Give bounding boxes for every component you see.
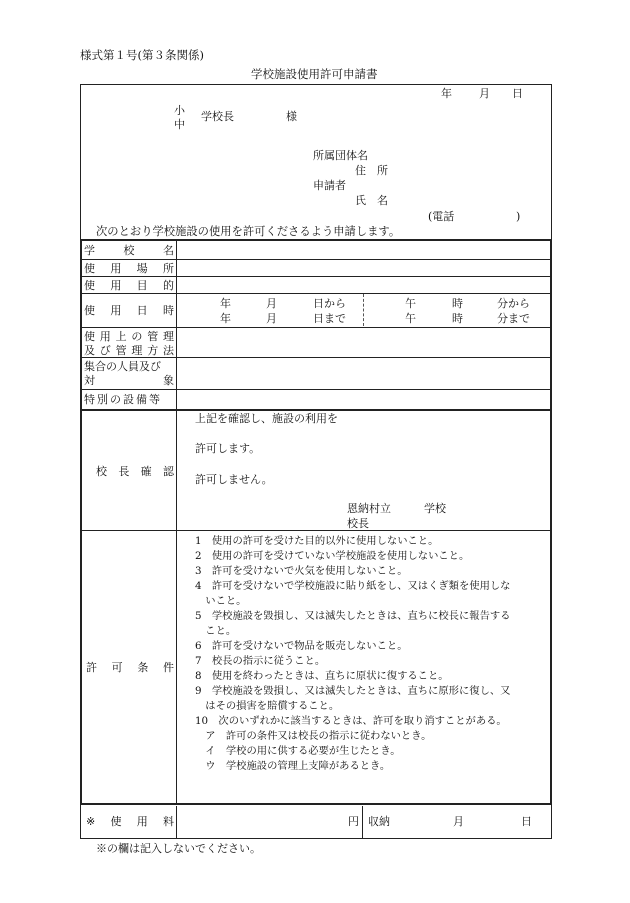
condition-line: 4 許可を受けないで学校施設に貼り紙をし、又はくぎ類を使用しな xyxy=(195,580,511,592)
to-month: 月 xyxy=(266,312,277,325)
condition-line: こと。 xyxy=(195,625,237,637)
confirm-deny: 許可しません。 xyxy=(195,473,273,486)
confirm-line1: 上記を確認し、施設の利用を xyxy=(195,412,338,425)
addressee-junior: 中 xyxy=(174,118,185,131)
label-purpose: 使 用 目 的 xyxy=(84,279,174,292)
org-label: 所属団体名 xyxy=(313,149,368,162)
label-fee: ※ 使 用 料 xyxy=(86,815,174,828)
label-management-1: 使 用 上 の 管 理 xyxy=(84,330,174,343)
tel-close: ) xyxy=(516,210,521,223)
condition-line: 9 学校施設を毀損し、又は滅失したときは、直ちに原形に復し、又 xyxy=(195,685,511,697)
label-place: 使 用 場 所 xyxy=(84,262,174,275)
label-principal-confirm: 校 長 確 認 xyxy=(96,465,174,478)
to-year: 年 xyxy=(220,312,231,325)
datetime-divider xyxy=(363,294,364,326)
condition-line: イ 学校の用に供する必要が生じたとき。 xyxy=(195,745,401,757)
intro-text: 次のとおり学校施設の使用を許可くださるよう申請します。 xyxy=(96,225,401,238)
addressee-principal: 学校長 xyxy=(201,110,234,123)
confirm-principal: 校長 xyxy=(347,517,369,530)
to-day: 日まで xyxy=(313,312,346,325)
condition-line: 5 学校施設を毀損し、又は滅失したときは、直ちに校長に報告する xyxy=(195,610,511,622)
fee-month: 月 xyxy=(453,815,464,828)
condition-line: ア 許可の条件又は校長の指示に従わないとき。 xyxy=(195,730,432,742)
condition-line: ウ 学校施設の管理上支障があるとき。 xyxy=(195,760,391,772)
date-year: 年 xyxy=(441,87,452,100)
label-attendance-1: 集合の人員及び xyxy=(84,360,161,373)
condition-line: いこと。 xyxy=(195,595,247,607)
tel-label: (電話 xyxy=(428,210,455,223)
condition-line: 1 使用の許可を受けた目的以外に使用しないこと。 xyxy=(195,535,439,547)
from-month: 月 xyxy=(266,297,277,310)
row-line xyxy=(81,409,551,411)
condition-line: 3 許可を受けないで火気を使用しないこと。 xyxy=(195,565,408,577)
row-line xyxy=(81,293,551,294)
row-line xyxy=(81,357,551,358)
condition-line: 10 次のいずれかに該当するときは、許可を取り消すことがある。 xyxy=(195,715,507,727)
form-number: 様式第１号(第３条関係) xyxy=(80,48,204,62)
address-label: 住 所 xyxy=(355,164,388,177)
fee-day: 日 xyxy=(521,815,532,828)
addressee-elementary: 小 xyxy=(174,104,185,117)
condition-line: 8 使用を終わったときは、直ちに原状に復すること。 xyxy=(195,670,449,682)
row-line xyxy=(81,389,551,390)
fee-yen: 円 xyxy=(348,815,359,828)
to-ampm: 午 xyxy=(405,312,416,325)
condition-line: 7 校長の指示に従うこと。 xyxy=(195,655,326,667)
label-datetime: 使 用 日 時 xyxy=(84,304,174,317)
fee-receipt: 収納 xyxy=(368,815,390,828)
fee-label-divider xyxy=(176,806,177,838)
form-title: 学校施設使用許可申請書 xyxy=(251,67,378,81)
to-hour: 時 xyxy=(452,312,463,325)
addressee-sama: 様 xyxy=(286,110,297,123)
footnote: ※の欄は記入しないでください。 xyxy=(96,842,261,855)
condition-line: 2 使用の許可を受けていない学校施設を使用しないこと。 xyxy=(195,550,470,562)
applicant-label: 申請者 xyxy=(313,179,346,192)
from-hour: 時 xyxy=(452,297,463,310)
from-min: 分から xyxy=(497,297,530,310)
row-line xyxy=(81,530,551,531)
label-attendance-2: 対 象 xyxy=(84,374,174,387)
label-management-2: 及 び 管 理 方 法 xyxy=(84,344,174,357)
confirm-permit: 許可します。 xyxy=(195,442,261,455)
row-line xyxy=(81,259,551,260)
date-day: 日 xyxy=(512,87,523,100)
label-conditions: 許 可 条 件 xyxy=(86,661,174,674)
name-label: 氏 名 xyxy=(355,194,388,207)
label-school-name: 学 校 名 xyxy=(84,244,174,257)
label-equipment: 特別の設備等 xyxy=(84,393,162,406)
date-month: 月 xyxy=(479,87,490,100)
fee-receipt-divider xyxy=(362,806,363,838)
from-year: 年 xyxy=(220,297,231,310)
row-line xyxy=(81,276,551,277)
condition-line: 6 許可を受けないで物品を販売しないこと。 xyxy=(195,640,408,652)
label-column-divider xyxy=(176,240,177,804)
from-ampm: 午 xyxy=(405,297,416,310)
confirm-school: 恩納村立 学校 xyxy=(347,502,446,515)
row-line xyxy=(81,327,551,328)
to-min: 分まで xyxy=(497,312,530,325)
from-day: 日から xyxy=(313,297,346,310)
condition-line: はその損害を賠償すること。 xyxy=(195,700,340,712)
